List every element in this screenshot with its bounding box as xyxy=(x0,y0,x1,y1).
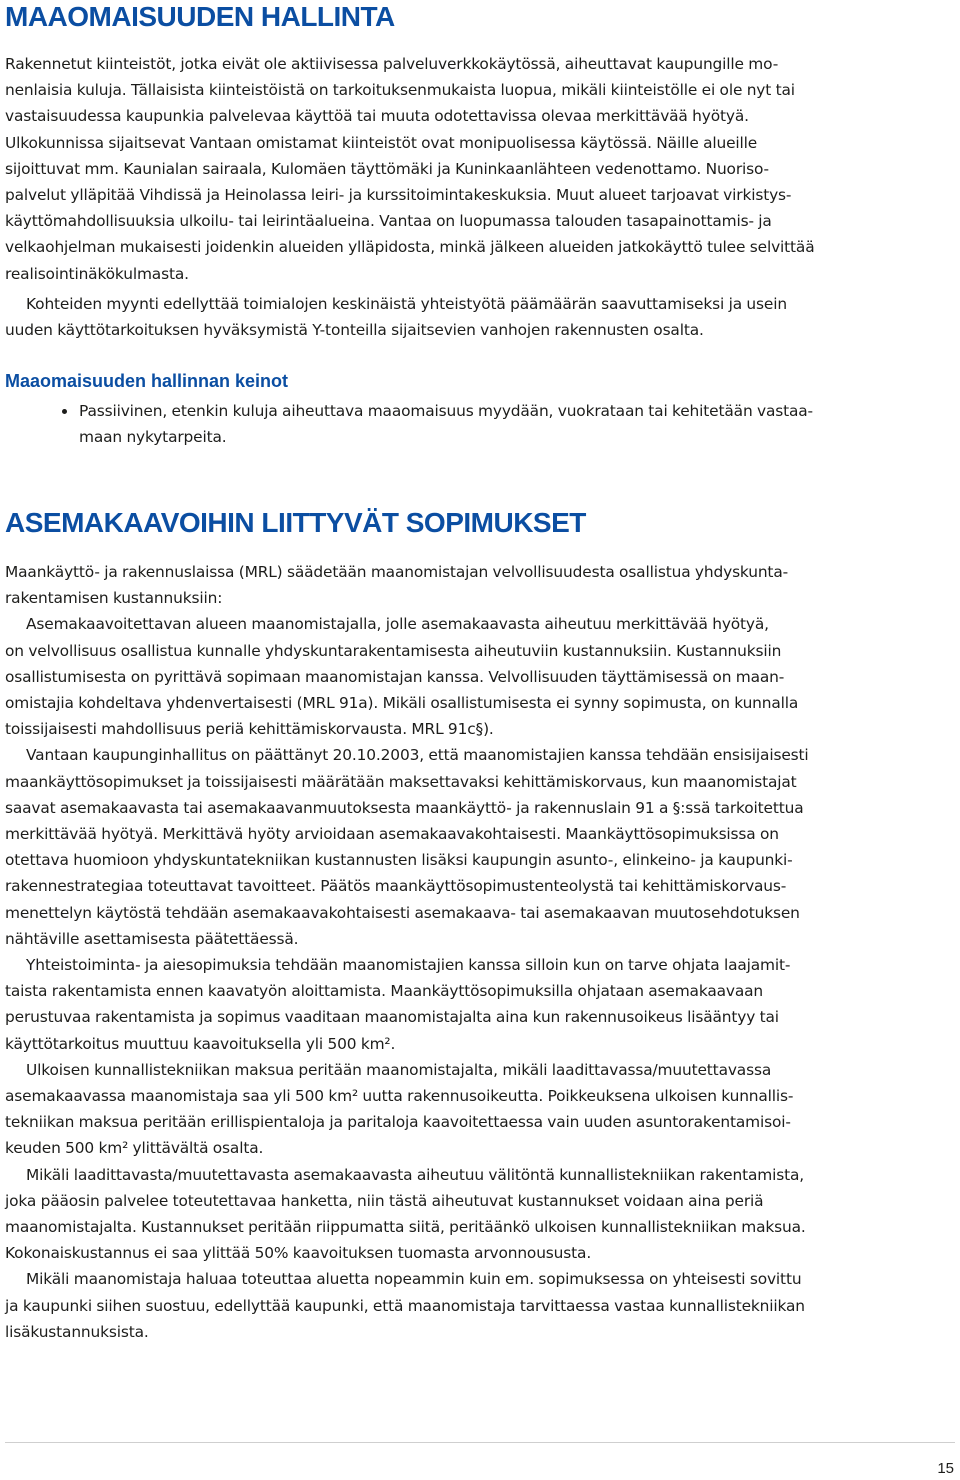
section-title-maaomaisuuden-hallinta: MAAOMAISUUDEN HALLINTA xyxy=(5,1,395,32)
section2-body xyxy=(5,559,955,1345)
page-number: 15 xyxy=(937,1460,954,1477)
subheading-keinot: Maaomaisuuden hallinnan keinot xyxy=(5,371,289,391)
section2-paragraph-3: Vantaan kaupunginhallitus on päättänyt 20.10.2003, että maanomistajien kanssa tehdään ensisijaisesti maankäyttösopimukset ja toissijaisesti määrätään maksettavaksi kehittämiskorvaus, kun maanomistajat saavat asemakaavasta tai asemakaavanmuutoksesta maankäyttö- ja rakennuslain 91 a §:ssä tarkoitettua merkittävää hyötyä. Merkittävä hyöty arvioidaan asemakaavakohtaisesti. Maankäyttösopimuksissa on otettava huomioon yhdyskuntatekniikan kustannusten lisäksi kaupungin asunto-, elinkeino- ja kaupunki- rakennestrategiaa toteuttavat tavoitteet. Päätös maankäyttösopimustenteolystä tai kehittämiskorvaus- menettelyn käytöstä tehdään asemakaavakohtaisesti asemakaava- tai asemakaavan muutosehdotuksen nähtäville asettamisesta päätettäessä. xyxy=(5,746,809,948)
bullet-list xyxy=(5,398,955,450)
bullet-text: Passiivinen, etenkin kuluja aiheuttava maaomaisuus myydään, vuokrataan tai kehitetään vastaa- maan nykytarpeita. xyxy=(79,402,813,447)
section2-paragraph-4: Yhteistoiminta- ja aiesopimuksia tehdään maanomistajien kanssa silloin kun on tarve ohjata laajamit- taista rakentamista ennen kaavatyön aloittamista. Maankäyttösopimuksilla ohjataan asemakaavaan perustuvaa rakentamista ja sopimus vaaditaan maanomistajalta aina kun rakennusoikeus lisääntyy tai käyttötarkoitus muuttuu kaavoituksella yli 500 km². xyxy=(5,956,791,1053)
section-title-asemakaavoihin-liittyvat-sopimukset: ASEMAKAAVOIHIN LIITTYVÄT SOPIMUKSET xyxy=(5,507,586,538)
section1-paragraph-2: Kohteiden myynti edellyttää toimialojen keskinäistä yhteistyötä päämäärän saavuttamiseksi ja usein uuden käyttötarkoituksen hyväksymistä Y-tonteilla sijaitsevien vanhojen rakennusten osalta. xyxy=(5,295,787,340)
section2-paragraph-5: Ulkoisen kunnallistekniikan maksua peritään maanomistajalta, mikäli laadittavassa/muutettavassa asemakaavassa maanomistaja saa yli 500 km² uutta rakennusoikeutta. Poikkeuksena ulkoisen kunnallis- tekniikan maksua peritään erillispientaloja ja paritaloja kaavoitettaessa vain uuden asuntorakentamisoi- keuden 500 km² ylittävältä osalta. xyxy=(5,1060,794,1158)
bullet-item xyxy=(5,398,955,450)
footer-divider xyxy=(5,1442,955,1443)
section1-paragraph-1: Rakennetut kiinteistöt, jotka eivät ole aktiivisessa palveluverkkokäytössä, aiheuttavat kaupungille mo- nenlaisia kuluja. Tällaisista kiinteistöistä on tarkoituksenmukaista luopua, mikäli kiinteistölle ei ole nyt tai vastaisuudessa kaupunkia palvelevaa käyttöä tai muuta odotettavissa olevaa merkittävää hyötyä. Ulkokunnissa sijaitsevat Vantaan omistamat kiinteistöt ovat monipuolisessa käytössä. Näille alueille sijoittuvat mm. Kaunialan sairaala, Kulomäen täyttömäki ja Kuninkaanlähteen vedenottamo. Nuoriso- palvelut ylläpitää Vihdissä ja Heinolassa leiri- ja kurssitoimintakeskuksia. Muut alueet tarjoavat virkistys- käyttömahdollisuuksia ulkoilu- tai leirintäalueina. Vantaa on luopumassa talouden tasapainottamis- ja velkaohjelman mukaisesti joidenkin alueiden ylläpidosta, minkä jälkeen alueiden jatkokäyttö tulee selvittää realisointinäkökulmasta. xyxy=(5,55,815,283)
bullet-dot-icon xyxy=(62,409,67,414)
section2-paragraph-7: Mikäli maanomistaja haluaa toteuttaa aluetta nopeammin kuin em. sopimuksessa on yhteisesti sovittu ja kaupunki siihen suostuu, edellyttää kaupunki, että maanomistaja tarvittaessa vastaa kunnallistekniikan lisäkustannuksista. xyxy=(5,1270,805,1341)
section2-paragraph-6: Mikäli laadittavasta/muutettavasta asemakaavasta aiheutuu välitöntä kunnallistekniikan rakentamista, joka pääosin palvelee toteutettavaa hanketta, niin tästä aiheutuvat kustannukset voidaan aina periä maanomistajalta. Kustannukset peritään riippumatta siitä, peritäänkö ulkoisen kunnallistekniikan maksua. Kokonaiskustannus ei saa ylittää 50% kaavoituksen tuomasta arvonnoususta. xyxy=(5,1165,806,1263)
section2-paragraph-2: Asemakaavoitettavan alueen maanomistajalla, jolle asemakaavasta aiheutuu merkittävää hyötyä, on velvollisuus osallistua kunnalle yhdyskuntarakentamisesta aiheutuviin kustannuksiin. Kustannuksiin osallistumisesta on pyrittävä sopimaan maanomistajan kanssa. Velvollisuuden täyttämisessä on maan- omistajia kohdeltava yhdenvertaisesti (MRL 91a). Mikäli osallistumisesta ei synny sopimusta, on kunnalla toissijaisesti mahdollisuus periä kehittämiskorvausta. MRL 91c§). xyxy=(5,615,799,739)
section2-paragraph-1: Maankäyttö- ja rakennuslaissa (MRL) säädetään maanomistajan velvollisuudesta osallistua yhdyskunta- rakentamisen kustannuksiin: xyxy=(5,563,789,608)
